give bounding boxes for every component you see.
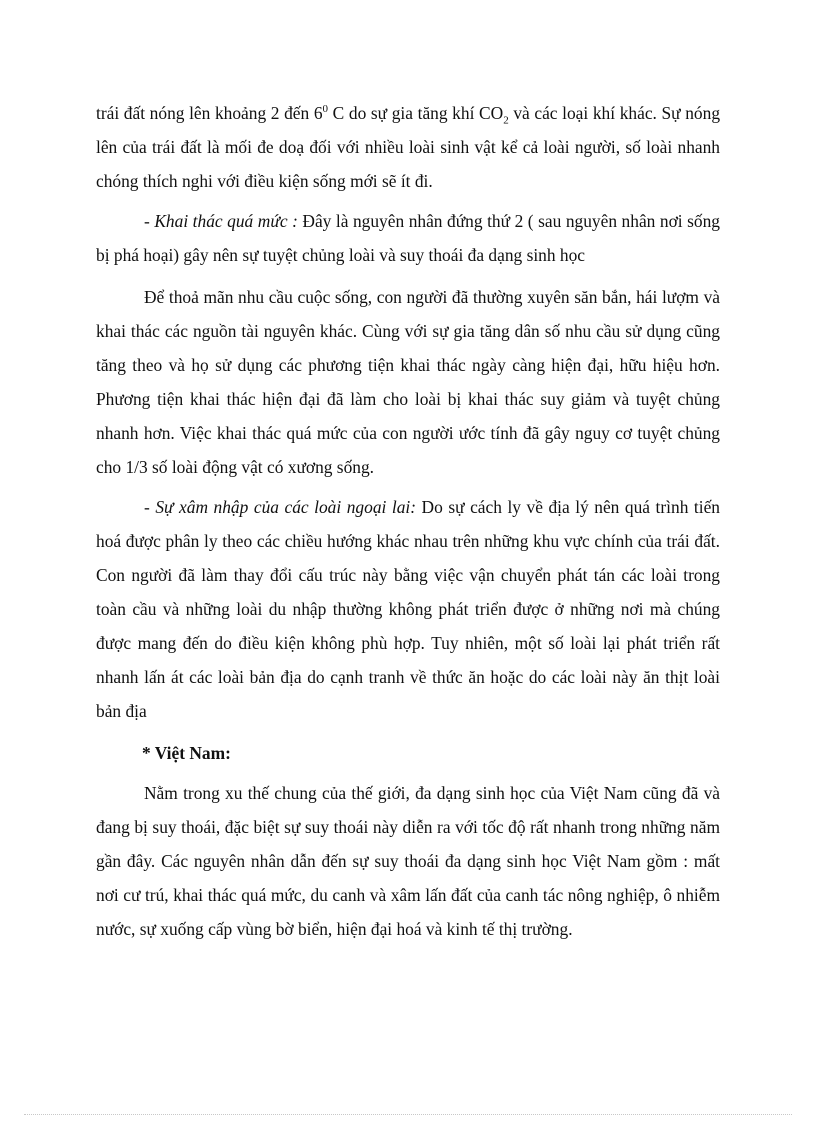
paragraph-invasive-species xyxy=(96,490,720,728)
paragraph-vietnam-decline xyxy=(96,776,720,946)
paragraph-text: Do sự cách ly về địa lý nên quá trình tiến hoá được phân ly theo các chiều hướng khác nhau trên những khu vực chính của trái đất. Con người đã làm thay đổi cấu trúc này bằng việc vận chuyển phát tán các loài trong toàn cầu và những loài du nhập thường không phát triển được ở những nơi mà chúng được mang đến do điều kiện không phù hợp. Tuy nhiên, một số loài lại phát triển rất nhanh lấn át các loài bản địa do cạnh tranh về thức ăn hoặc do các loài này ăn thịt loài bản địa xyxy=(96,497,721,721)
list-dash: - xyxy=(144,497,156,517)
co2-subscript: 2 xyxy=(503,114,509,127)
paragraph-climate-warming xyxy=(96,96,720,198)
paragraph-text: Đây là nguyên nhân đứng thứ 2 ( sau nguyên nhân nơi sống bị phá hoại) gây nên sự tuyệt chủng loài và suy thoái đa dạng sinh học xyxy=(96,211,720,265)
paragraph-text: C do sự gia tăng khí CO xyxy=(328,103,504,123)
document-page xyxy=(96,96,720,946)
paragraph-text: và các loại khí khác. Sự nóng lên của trái đất là mối đe doạ đối với nhiều loài sinh vật kể cả loài người, số loài nhanh chóng thích nghi với điều kiện sống mới sẽ ít đi. xyxy=(96,103,721,191)
degree-superscript: 0 xyxy=(322,103,329,116)
section-heading-vietnam: * Việt Nam: xyxy=(142,743,231,763)
page-bottom-divider xyxy=(24,1114,792,1115)
term-invasive-species: Sự xâm nhập của các loài ngoại lai: xyxy=(155,497,417,517)
list-dash: - xyxy=(144,211,155,231)
paragraph-text: Nằm trong xu thế chung của thế giới, đa dạng sinh học của Việt Nam cũng đã và đang bị suy thoái, đặc biệt sự suy thoái này diễn ra với tốc độ rất nhanh trong những năm gần đây. Các nguyên nhân dẫn đến sự suy thoái đa dạng sinh học Việt Nam gồm : mất nơi cư trú, khai thác quá mức, du canh và xâm lấn đất của canh tác nông nghiệp, ô nhiễm nước, sự xuống cấp vùng bờ biển, hiện đại hoá và kinh tế thị trường. xyxy=(96,783,720,939)
term-overexploitation: Khai thác quá mức : xyxy=(154,211,298,231)
paragraph-text: Để thoả mãn nhu cầu cuộc sống, con người đã thường xuyên săn bắn, hái lượm và khai thác các nguồn tài nguyên khác. Cùng với sự gia tăng dân số nhu cầu sử dụng cũng tăng theo và họ sử dụng các phương tiện khai thác ngày càng hiện đại, hữu hiệu hơn. Phương tiện khai thác hiện đại đã làm cho loài bị khai thác suy giảm và tuyệt chủng nhanh hơn. Việc khai thác quá mức của con người ước tính đã gây nguy cơ tuyệt chủng cho 1/3 số loài động vật có xương sống. xyxy=(96,287,720,477)
paragraph-text: trái đất nóng lên khoảng 2 đến 6 xyxy=(96,103,323,123)
paragraph-overexploitation xyxy=(96,204,720,272)
paragraph-human-needs xyxy=(96,280,720,484)
